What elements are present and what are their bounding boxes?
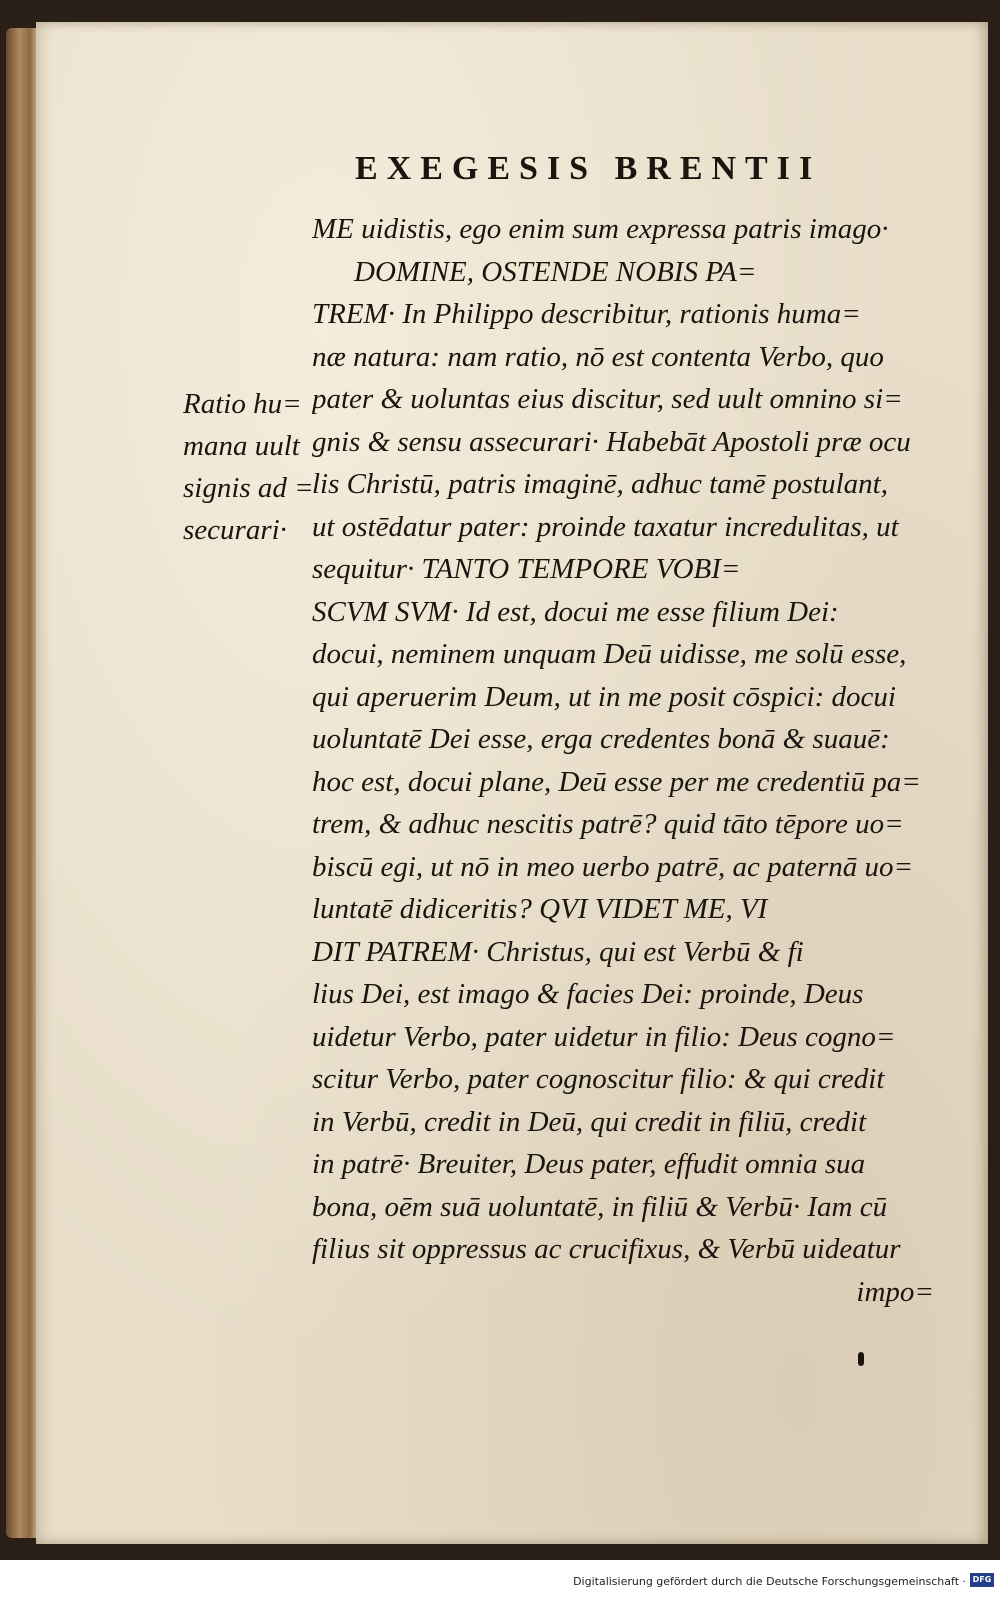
body-text xyxy=(312,208,962,1313)
text-line: bona, oēm suā uoluntatē, in filiū & Verbū· Iam cū xyxy=(312,1190,888,1223)
text-line: lis Christū, patris imaginē, adhuc tamē postulant, xyxy=(312,468,888,500)
text-line: in patrē· Breuiter, Deus pater, effudit omnia sua xyxy=(312,1148,866,1180)
running-head: EXEGESIS BRENTII xyxy=(355,150,822,187)
ink-blot xyxy=(858,1352,864,1366)
text-line: in Verbū, credit in Deū, qui credit in filiū, credit xyxy=(312,1105,867,1138)
book-spine-edge xyxy=(6,28,40,1538)
text-line: TREM· In Philippo describitur, rationis huma= xyxy=(312,298,861,330)
text-line: næ natura: nam ratio, nō est contenta Verbo, quo xyxy=(312,340,884,373)
text-line: qui aperuerim Deum, ut in me posit cōspici: docui xyxy=(312,680,896,713)
footer-credit: Digitalisierung gefördert durch die Deutsche Forschungsgemeinschaft · xyxy=(573,1575,966,1588)
text-line: hoc est, docui plane, Deū esse per me credentiū pa= xyxy=(312,765,921,798)
text-line: uoluntatē Dei esse, erga credentes bonā & suauē: xyxy=(312,723,890,755)
text-line: pater & uoluntas eius discitur, sed uult omnino si= xyxy=(312,383,903,415)
text-line: SCVM SVM· Id est, docui me esse filium Dei: xyxy=(312,595,839,628)
margin-note-line: securari· xyxy=(183,514,287,546)
text-line: DIT PATREM· Christus, qui est Verbū & fi xyxy=(312,935,804,968)
catchword: impo= xyxy=(856,1275,934,1308)
text-line: trem, & adhuc nescitis patrē? quid tāto tēpore uo= xyxy=(312,808,904,840)
text-line: gnis & sensu assecurari· Habebāt Apostoli præ ocu xyxy=(312,425,911,458)
text-line: lius Dei, est imago & facies Dei: proinde, Deus xyxy=(312,978,864,1010)
text-line: ut ostēdatur pater: proinde taxatur incredulitas, ut xyxy=(312,510,899,543)
text-line: DOMINE, OSTENDE NOBIS PA= xyxy=(354,255,757,288)
text-line: ME uidistis, ego enim sum expressa patris imago· xyxy=(312,213,889,245)
dfg-logo-icon: DFG xyxy=(970,1573,994,1587)
margin-note-line: mana uult xyxy=(183,430,300,462)
text-line: filius sit oppressus ac crucifixus, & Verbū uideatur xyxy=(312,1233,901,1265)
margin-note-line: signis ad = xyxy=(183,472,314,504)
text-line: docui, neminem unquam Deū uidisse, me solū esse, xyxy=(312,638,907,670)
text-line: luntatē didiceritis? QVI VIDET ME, VI xyxy=(312,893,768,925)
text-line: sequitur· TANTO TEMPORE VOBI= xyxy=(312,553,741,585)
margin-note xyxy=(183,383,315,551)
margin-note-line: Ratio hu= xyxy=(183,388,302,420)
text-line: scitur Verbo, pater cognoscitur filio: & qui credit xyxy=(312,1063,885,1095)
text-line: uidetur Verbo, pater uidetur in filio: Deus cogno= xyxy=(312,1020,896,1053)
text-line: biscū egi, ut nō in meo uerbo patrē, ac paternā uo= xyxy=(312,850,914,883)
